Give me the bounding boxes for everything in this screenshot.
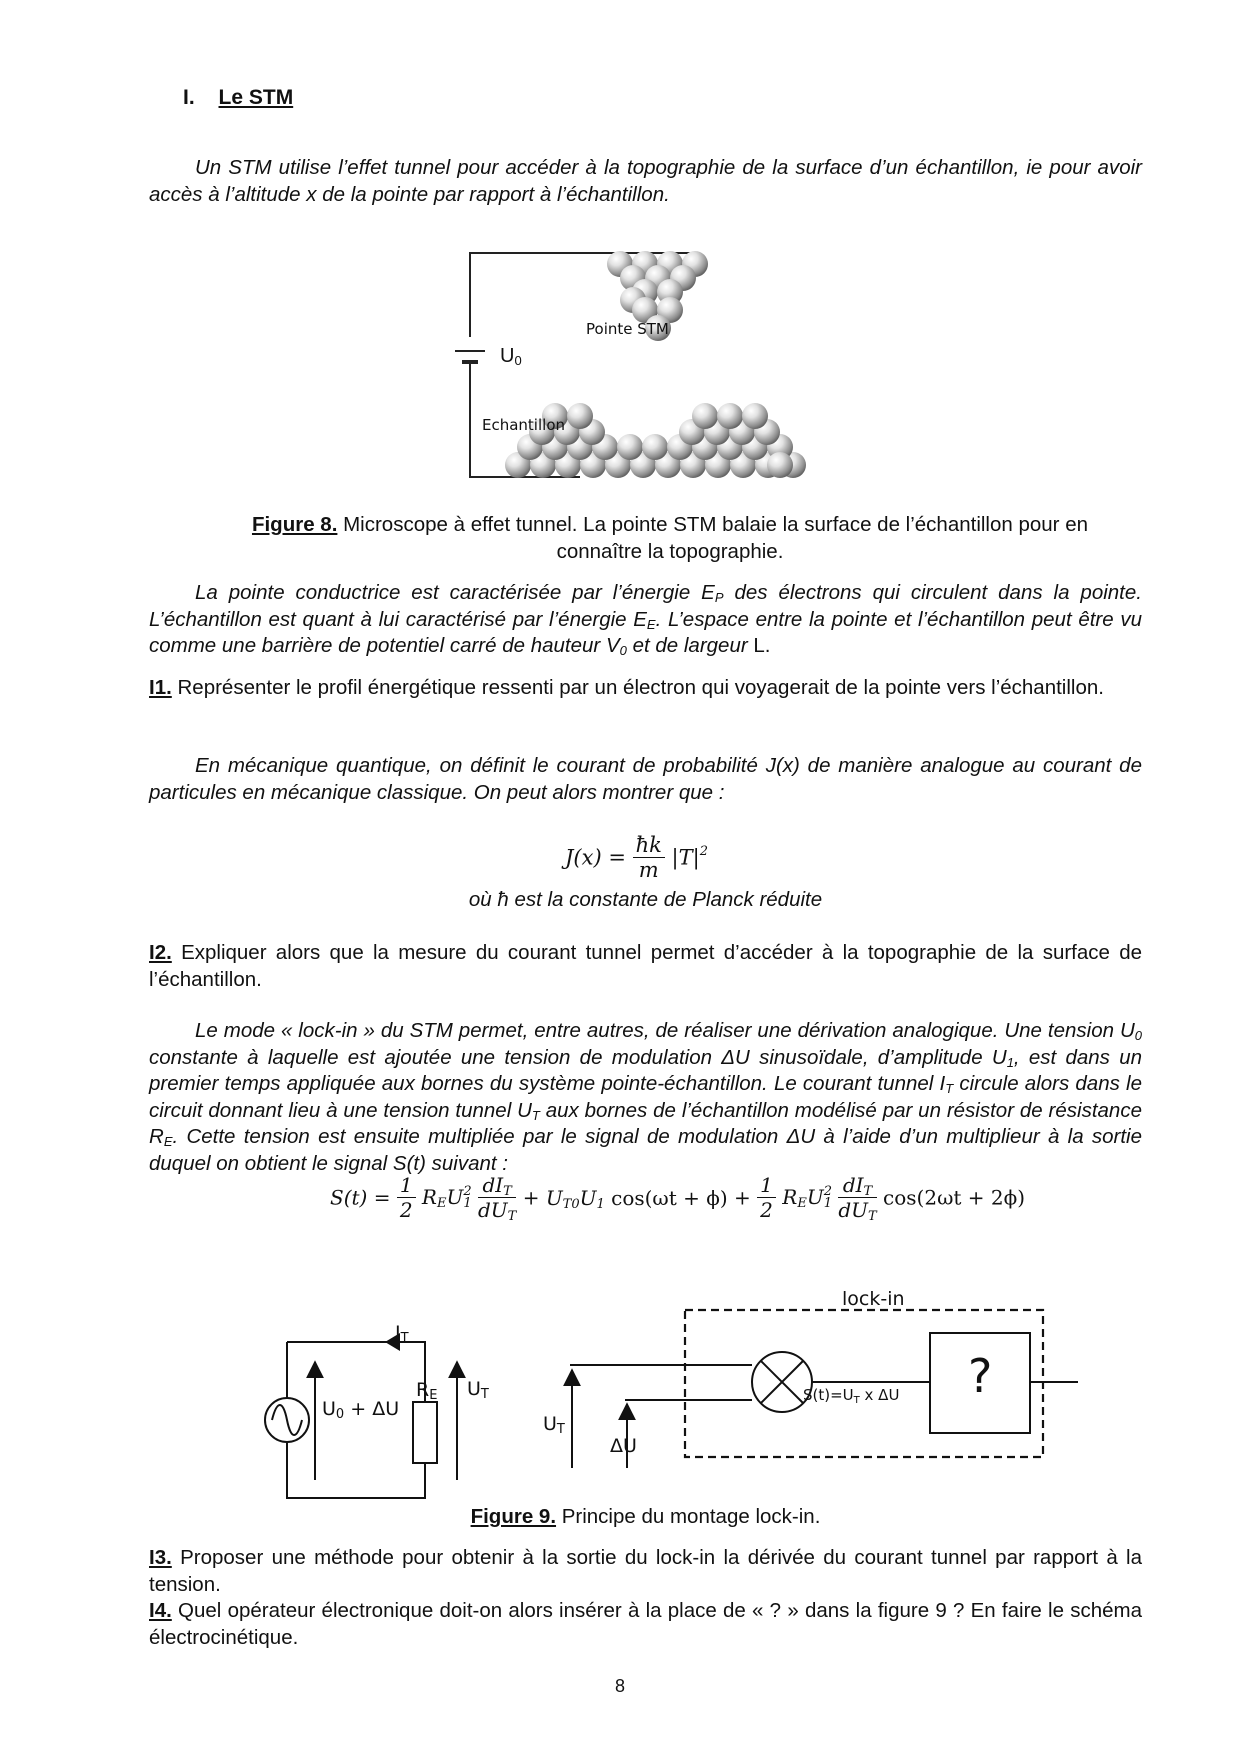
resistor-re [413,1402,437,1463]
figure-8-label: Figure 8. [251,513,338,536]
lockin-paragraph: Le mode « lock-in » du STM permet, entre autres, de réaliser une dérivation analogique. Une tension $U_0$ constante à laquelle est ajoutée une tension de modulation ΔU sinusoïdale, d’amplitude $U_1$, est dans un premier temps appliquée aux bornes du système pointe-échantillon. Le courant tunnel $I_T$ circule alors dans le circuit donnant lieu à une tension tunnel $U_T$ aux bornes de l’échantillon modélisé par un résistor de résistance $R_E$. Cette tension est ensuite multipliée par le signal de modulation ΔU à l’aide d’un multiplieur à la sortie duquel on obtient le signal S(t) suivant : [149,1019,1142,1175]
u0-du-label: $U_0 + \Delta U$ [322,1398,400,1422]
planck-note: où ħ est la constante de Planck réduite [468,888,823,911]
it-label: $I_T$ [395,1322,409,1346]
figure-8-text: Microscope à effet tunnel. La pointe STM balaie la surface de l’échantillon pour en connaître la topographie. [337,513,1089,563]
sample-atom [767,452,793,478]
figure-9-caption [149,1505,1142,1529]
barrier-paragraph: La pointe conductrice est caractérisée par l’énergie $E_P$ des électrons qui circulent dans la pointe. L’échantillon est quant à lui caractérisé par l’énergie $E_E$. L’espace entre la pointe et l’échantillon peut être vu comme une barrière de potentiel carré de hauteur $V_0$ et de largeur L. [149,581,1142,658]
page-number: 8 [614,1676,625,1696]
figure-9-text: Principe du montage lock-in. [556,1505,821,1528]
section-title: Le STM [218,86,294,109]
question-i3: I3. Proposer une méthode pour obtenir à la sortie du lock-in la dérivée du courant tunnel par rapport à la tension. [149,1546,1142,1596]
figure-9-label: Figure 9. [470,1505,557,1528]
equation-probability-current: J(x) = $\frac{ħk}{m}$ $|T|^2$ [565,833,708,882]
du-label: ΔU [610,1435,637,1457]
sample-atom [717,403,743,429]
sample-atom [642,434,668,460]
sample-atom [617,434,643,460]
section-number: I. [183,86,195,109]
intro-paragraph: Un STM utilise l’effet tunnel pour accéder à la topographie de la surface d’un échantillon, ie pour avoir accès à l’altitude x de la pointe par rapport à l’échantillon. [149,156,1142,206]
sample-atom [567,403,593,429]
tip-label: Pointe STM [586,320,669,338]
sample-atoms [505,403,806,478]
sample-atom [692,403,718,429]
lockin-label: lock-in [842,1288,905,1310]
ut-input-label: $U_T$ [543,1413,565,1437]
ut-label: $U_T$ [467,1378,489,1402]
equation-signal: S(t) = $\frac{1}{2}$ $R_EU$ 2 1 $\frac{dI_T}{dU_T}$ + $U_{T0}U_1$ cos(ωt + ϕ) + $\frac{1}{2}$ $R_EU$ 2 1 $\frac{dI_T}{dU_T}$ cos(2ωt + 2ϕ) [330,1173,1026,1224]
sample-label: Echantillon [482,416,565,434]
figure-8-caption [215,512,1125,565]
re-label: $R_E$ [416,1379,438,1403]
sample-atom [742,403,768,429]
u0-label: $U_0$ [500,345,522,368]
multiplier-output-label: $S(t)=U_T$ x ΔU [803,1386,900,1406]
figure-8-stm-diagram [440,240,900,500]
probability-current-paragraph: En mécanique quantique, on définit le courant de probabilité J(x) de manière analogue au courant de particules en mécanique classique. On peut alors montrer que : [149,754,1142,804]
question-i1: I1. Représenter le profil énergétique ressenti par un électron qui voyagerait de la pointe vers l’échantillon. [149,676,1104,699]
question-mark-operator: ? [968,1349,993,1403]
section-heading [183,86,293,110]
question-i4: I4. Quel opérateur électronique doit-on alors insérer à la place de « ? » dans la figure 9 ? En faire le schéma électrocinétique. [149,1599,1142,1649]
question-i2: I2. Expliquer alors que la mesure du courant tunnel permet d’accéder à la topographie de la surface de l’échantillon. [149,941,1142,991]
